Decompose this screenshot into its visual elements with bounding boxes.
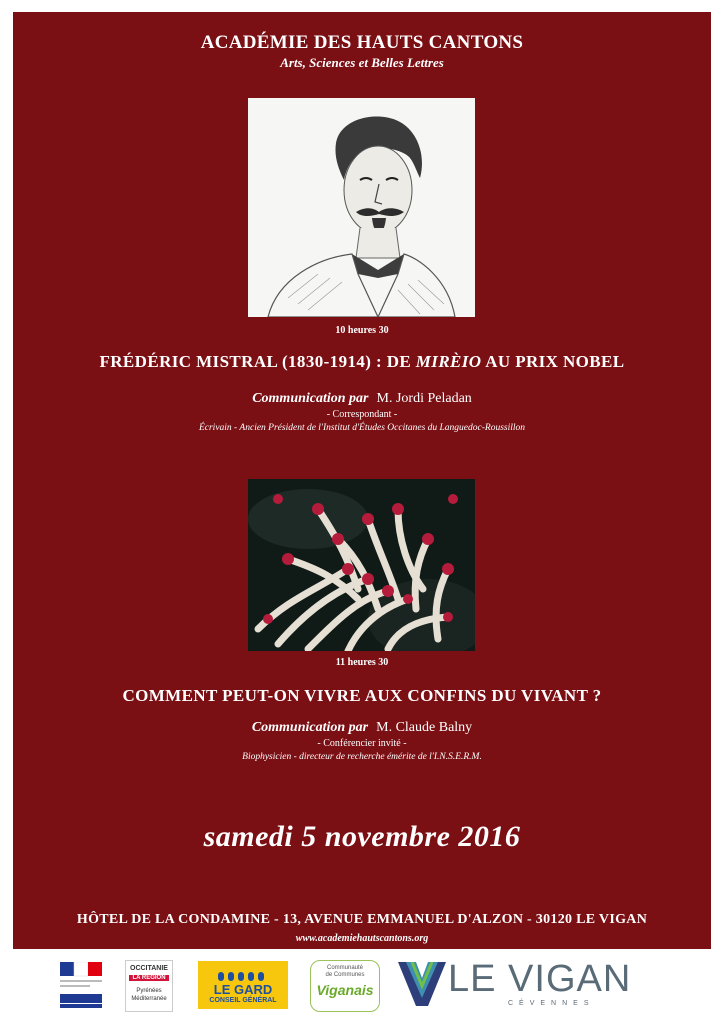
occitanie-line2: LA RÉGION <box>129 975 169 981</box>
website-link[interactable]: www.academiehautscantons.org <box>295 933 429 944</box>
vigan-line3: Viganais <box>316 982 374 998</box>
event-address: HÔTEL DE LA CONDAMINE - 13, AVENUE EMMANUEL D'ALZON - 30120 LE VIGAN <box>76 912 648 927</box>
poster <box>13 12 711 949</box>
talk1-title <box>13 352 711 372</box>
event-date: samedi 5 novembre 2016 <box>203 820 521 853</box>
academy-subtitle: Arts, Sciences et Belles Lettres <box>280 55 444 70</box>
talk2-communication <box>13 720 711 736</box>
talk2-role: - Conférencier invité - <box>317 738 407 749</box>
occitanie-line3: Pyrénées <box>136 988 162 994</box>
talk1-role: - Correspondant - <box>326 409 398 420</box>
talk1-time: 10 heures 30 <box>335 325 389 336</box>
tube-worms-image <box>248 479 475 651</box>
talk2-title: COMMENT PEUT-ON VIVRE AUX CONFINS DU VIVANT ? <box>122 686 602 705</box>
occitanie-line4: Méditerranée <box>131 996 167 1002</box>
le-vigan-logo <box>398 960 668 1010</box>
talk1-description: Écrivain - Ancien Président de l'Institut d'Études Occitanes du Languedoc-Roussillon <box>198 423 526 433</box>
le-gard-logo <box>198 961 288 1009</box>
communaute-viganais-logo <box>310 960 380 1012</box>
talk2-speaker: M. Claude Balny <box>376 720 473 735</box>
talk1-comm-label: Communication par <box>252 391 369 406</box>
talk2-time: 11 heures 30 <box>335 657 389 668</box>
talk1-speaker: M. Jordi Peladan <box>376 391 472 406</box>
talk2-description: Biophysicien - directeur de recherche émérite de l'I.N.S.E.R.M. <box>242 752 482 762</box>
mistral-portrait-image <box>248 98 475 317</box>
vigan-line2: de Communes <box>325 972 365 978</box>
marianne-logo <box>60 962 102 1010</box>
gard-line1: LE GARD <box>213 982 273 997</box>
talk1-title-pre: FRÉDÉRIC MISTRAL (1830-1914) : DE <box>99 352 416 371</box>
occitanie-line1: OCCITANIE <box>130 965 168 972</box>
levigan-main: LE VIGAN <box>448 958 632 1000</box>
talk1-title-italic: MIRÈIO <box>415 352 482 371</box>
vigan-line1: Communauté <box>326 965 364 971</box>
talk2-comm-label: Communication par <box>251 720 369 735</box>
academy-title: ACADÉMIE DES HAUTS CANTONS <box>200 32 524 53</box>
talk1-title-post: AU PRIX NOBEL <box>481 352 625 371</box>
levigan-sub: CÉVENNES <box>508 1000 595 1007</box>
occitanie-logo <box>125 960 173 1012</box>
gard-line2: CONSEIL GÉNÉRAL <box>209 997 277 1004</box>
talk1-communication <box>13 391 711 407</box>
